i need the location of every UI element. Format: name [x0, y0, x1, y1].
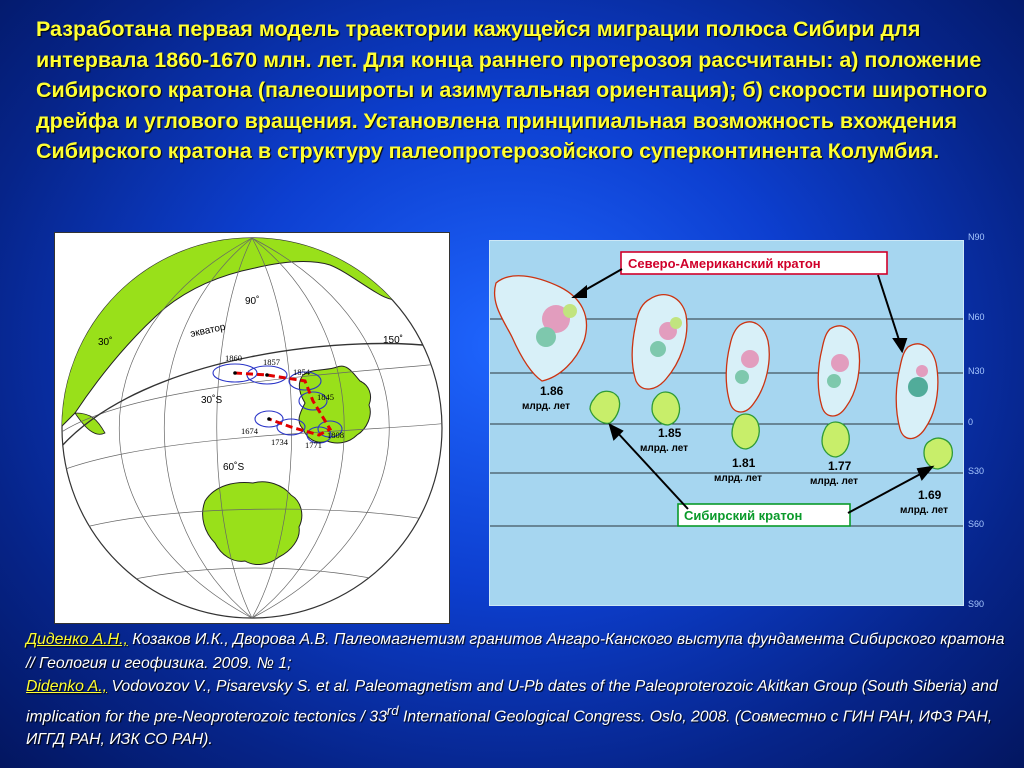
references: [26, 628, 1006, 752]
reference-2-tail: International Geological Congress. Oslo, 2008. (Совместно с ГИН РАН, ИФЗ РАН, ИГГД РАН, ИЗК СО РАН).: [26, 707, 993, 749]
siberia-label: Сибирский кратон: [684, 508, 803, 523]
label-30s: 30˚S: [201, 395, 223, 406]
reconstruction-diagram: [490, 241, 963, 605]
slide-title: Разработана первая модель траектории кажущейся миграции полюса Сибири для интервала 1860-1670 млн. лет. Для конца раннего протерозоя рассчитаны: а) положение Сибирского кратона (палеошироты и азимутальная ориентация); б) скорости широтного дрейфа и углового вращения. Установлена принципиальная возможность вхождения Сибирского кратона в структуру палеопротерозойского суперконтинента Колумбия.: [36, 17, 988, 163]
lat-label-s30: S30: [968, 466, 985, 476]
age-1-69-unit: млрд. лет: [900, 505, 949, 516]
globe-diagram: [55, 233, 449, 623]
age-1-69-value: 1.69: [918, 488, 942, 502]
pole-1734: 1734: [271, 437, 288, 447]
lat-label-0: 0: [968, 417, 974, 427]
reference-2-text: Vodovozov V., Pisarevsky S. et al. Paleomagnetism and U-Pb dates of the Paleoproterozoic Akitkan Group (South Siberia) and implication for the pre-Neoproterozoic tectonics / 33: [26, 678, 998, 725]
pole-1854: 1854: [293, 367, 310, 377]
reference-2-author: Didenko A.,: [26, 678, 108, 695]
label-150: 150˚: [383, 335, 404, 346]
reconstruction-panel: [489, 240, 964, 606]
label-equator: экватор: [189, 321, 227, 340]
age-1-77-value: 1.77: [828, 459, 852, 473]
lat-label-n90: N90: [968, 232, 985, 242]
globe-panel: [54, 232, 450, 624]
pole-1857: 1857: [263, 357, 280, 367]
age-1-77-unit: млрд. лет: [810, 476, 859, 487]
age-1-86-unit: млрд. лет: [522, 401, 571, 412]
lat-label-n30: N30: [968, 366, 985, 376]
lat-label-s60: S60: [968, 519, 985, 529]
age-1-85-unit: млрд. лет: [640, 443, 689, 454]
lat-label-s90: S90: [968, 599, 985, 609]
pole-1771: 1771: [305, 440, 322, 450]
age-1-86-value: 1.86: [540, 384, 564, 398]
north-america-label: Северо-Американский кратон: [628, 256, 821, 271]
reference-1-text: Козаков И.К., Дворова А.В. Палеомагнетизм гранитов Ангаро-Канского выступа фундамента Сибирского кратона // Геология и геофизика. 2009. № 1;: [26, 631, 1005, 672]
age-1-81-unit: млрд. лет: [714, 473, 763, 484]
label-90: 90˚: [245, 296, 260, 307]
pole-1808: 1808: [327, 430, 344, 440]
age-1-85-value: 1.85: [658, 426, 682, 440]
north-america-cratons: [495, 276, 938, 439]
reference-1-author: Диденко А.Н.,: [26, 631, 128, 648]
pole-1860: 1860: [225, 353, 242, 363]
reference-2-sup: rd: [386, 702, 399, 718]
label-60s: 60˚S: [223, 462, 245, 473]
pole-1845: 1845: [317, 392, 334, 402]
label-30: 30˚: [98, 337, 113, 348]
reference-2: [26, 675, 1006, 752]
pole-1674: 1674: [241, 426, 258, 436]
age-1-81-value: 1.81: [732, 456, 756, 470]
reference-1: [26, 628, 1006, 675]
lat-label-n60: N60: [968, 312, 985, 322]
